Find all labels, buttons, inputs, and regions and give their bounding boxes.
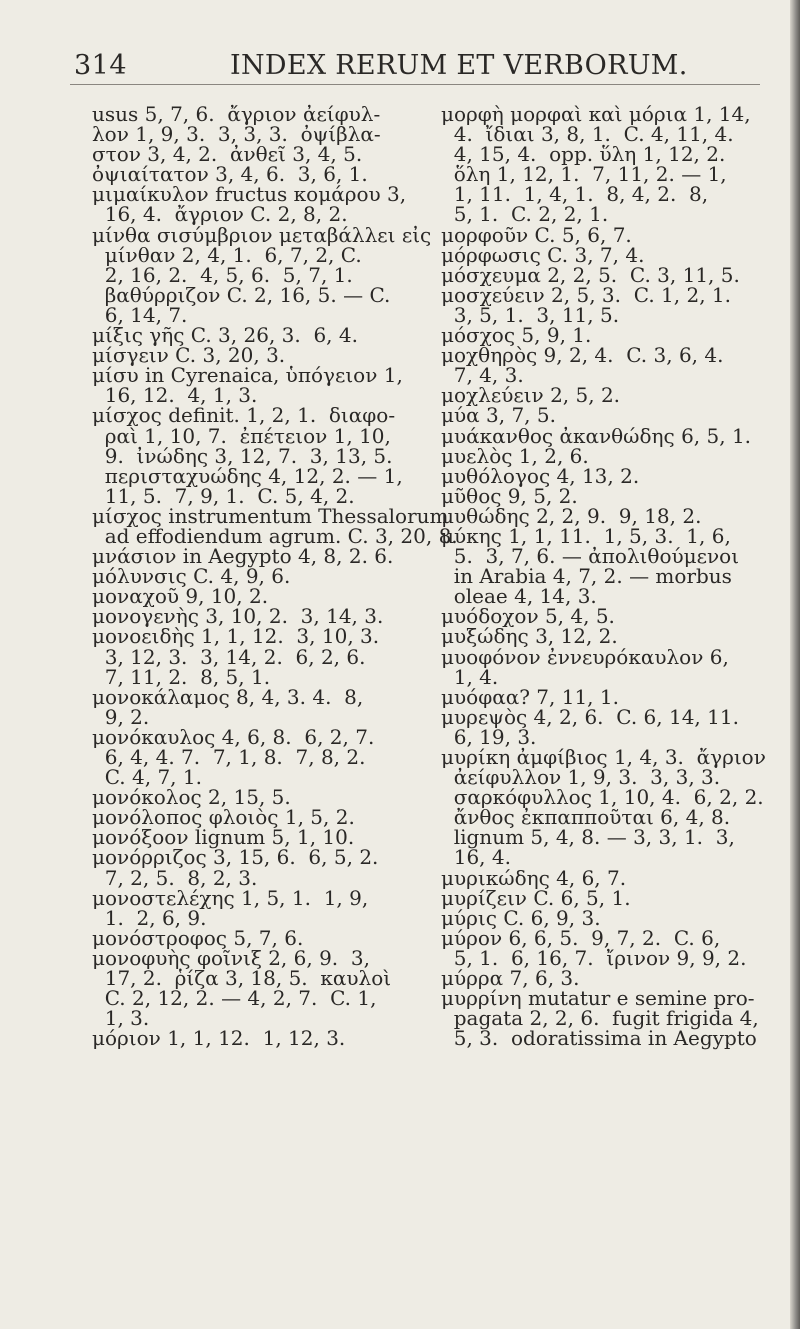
index-entry-line: μνάσιον in Aegypto 4, 8, 2. 6. xyxy=(92,544,394,569)
index-entry-line: 5, 1. C. 2, 2, 1. xyxy=(441,202,609,227)
index-entry-line: λον 1, 9, 3. 3, 3, 3. ὀψίβλα- xyxy=(92,122,381,147)
index-entry-line: in Arabia 4, 7, 2. — morbus xyxy=(441,564,732,589)
index-entry-line: 4. ἴδιαι 3, 8, 1. C. 4, 11, 4. xyxy=(441,122,734,147)
index-entry-line: pagata 2, 2, 6. fugit frigida 4, xyxy=(441,1006,759,1031)
index-entry-line: 16, 4. ἄγριον C. 2, 8, 2. xyxy=(92,202,348,227)
index-entry-line: μυξώδης 3, 12, 2. xyxy=(441,624,618,649)
index-entry-line: μυρεψὸς 4, 2, 6. C. 6, 14, 11. xyxy=(441,704,739,729)
index-entry-line: μῦθος 9, 5, 2. xyxy=(441,483,578,508)
index-entry-line: 5. 3, 7, 6. — ἀπολιθούμενοι xyxy=(441,544,740,569)
index-entry-line: 16, 4. xyxy=(441,845,511,870)
index-entry-line: μίσχος definit. 1, 2, 1. διαφο- xyxy=(92,403,396,428)
index-entry-line: 3, 5, 1. 3, 11, 5. xyxy=(441,302,620,327)
index-entry-line: 5, 1. 6, 16, 7. ἴρινον 9, 9, 2. xyxy=(441,945,747,970)
index-entry-line: μοναχοῦ 9, 10, 2. xyxy=(92,584,269,609)
index-entry-line: μύρις C. 6, 9, 3. xyxy=(441,905,601,930)
index-entry-line: ad effodiendum agrum. C. 3, 20, 8. xyxy=(92,523,458,548)
index-entry-line: μυρρίνη mutatur e semine pro- xyxy=(441,986,755,1011)
index-entry-line: μόλυνσις C. 4, 9, 6. xyxy=(92,564,291,589)
index-entry-line: 1, 11. 1, 4, 1. 8, 4, 2. 8, xyxy=(441,182,709,207)
index-entry-line: μονόρριζος 3, 15, 6. 6, 5, 2. xyxy=(92,845,379,870)
index-entry-line: μυοφόνον ἐννευρόκαυλον 6, xyxy=(441,644,729,669)
index-entry-line: ἄνθος ἐκπαπποῦται 6, 4, 8. xyxy=(441,805,731,830)
index-entry-line: 1. 2, 6, 9. xyxy=(92,905,207,930)
index-entry-line: μίνθαν 2, 4, 1. 6, 7, 2, C. xyxy=(92,242,362,267)
index-entry-line: oleae 4, 14, 3. xyxy=(441,584,597,609)
index-entry-line: μόριον 1, 1, 12. 1, 12, 3. xyxy=(92,1026,346,1051)
index-entry-line: μύρον 6, 6, 5. 9, 7, 2. C. 6, xyxy=(441,925,721,950)
index-entry-line: μονοκάλαμος 8, 4, 3. 4. 8, xyxy=(92,684,364,709)
index-entry-line: μόσχος 5, 9, 1. xyxy=(441,323,592,348)
index-entry-line: μίνθα σισύμβριον μεταβάλλει εἰς xyxy=(92,222,432,247)
index-entry-line: μύα 3, 7, 5. xyxy=(441,403,556,428)
index-entry-line: στον 3, 4, 2. ἀνθεῖ 3, 4, 5. xyxy=(92,142,363,167)
index-entry-line: μυόφαα? 7, 11, 1. xyxy=(441,684,619,709)
page-number: 314 xyxy=(74,50,128,81)
index-entry-line: μίσγειν C. 3, 20, 3. xyxy=(92,343,286,368)
index-entry-line: μονοειδὴς 1, 1, 12. 3, 10, 3. xyxy=(92,624,380,649)
index-entry-line: 6, 14, 7. xyxy=(92,302,188,327)
index-entry-line: μοχθηρὸς 9, 2, 4. C. 3, 6, 4. xyxy=(441,343,724,368)
index-entry-line: μονοστελέχης 1, 5, 1. 1, 9, xyxy=(92,885,369,910)
index-entry-line: μυάκανθος ἀκανθώδης 6, 5, 1. xyxy=(441,423,752,448)
index-entry-line: μονόξοον lignum 5, 1, 10. xyxy=(92,825,355,850)
index-entry-line: 3, 12, 3. 3, 14, 2. 6, 2, 6. xyxy=(92,644,366,669)
page-edge-shadow xyxy=(790,0,800,1329)
index-column-right xyxy=(441,102,766,1051)
index-entry-line: βαθύρριζον C. 2, 16, 5. — C. xyxy=(92,282,391,307)
index-entry-line: μυόδοχον 5, 4, 5. xyxy=(441,604,615,629)
index-entry-line: 11, 5. 7, 9, 1. C. 5, 4, 2. xyxy=(92,483,355,508)
index-entry-line: 6, 4, 4. 7. 7, 1, 8. 7, 8, 2. xyxy=(92,745,366,769)
index-entry-line: μύρρα 7, 6, 3. xyxy=(441,966,580,991)
index-entry-line: 1, 3. xyxy=(92,1006,150,1031)
index-entry-line: μονόκολος 2, 15, 5. xyxy=(92,785,291,810)
index-entry-line: περισταχυώδης 4, 12, 2. — 1, xyxy=(92,463,403,488)
index-entry-line: ραὶ 1, 10, 7. ἐπέτειον 1, 10, xyxy=(92,423,391,448)
index-entry-line: 9, 2. xyxy=(92,704,150,729)
index-entry-line: ὀψιαίτατον 3, 4, 6. 3, 6, 1. xyxy=(92,162,368,187)
index-entry-line: σαρκόφυλλος 1, 10, 4. 6, 2, 2. xyxy=(441,785,764,810)
index-entry-line: μοχλεύειν 2, 5, 2. xyxy=(441,383,621,408)
index-entry-line: 9. ἰνώδης 3, 12, 7. 3, 13, 5. xyxy=(92,443,393,468)
index-entry-line: μίξις γῆς C. 3, 26, 3. 6, 4. xyxy=(92,323,358,348)
index-entry-line: μορφοῦν C. 5, 6, 7. xyxy=(441,222,632,247)
index-entry-line: μόρφωσις C. 3, 7, 4. xyxy=(441,242,645,267)
index-entry-line: 2, 16, 2. 4, 5, 6. 5, 7, 1. xyxy=(92,262,353,287)
index-entry-line: μίσχος instrumentum Thessalorum xyxy=(92,503,449,528)
index-entry-line: lignum 5, 4, 8. — 3, 3, 1. 3, xyxy=(441,825,735,850)
index-entry-line: μυρικώδης 4, 6, 7. xyxy=(441,865,627,890)
index-entry-line: μονόλοπος φλοιὸς 1, 5, 2. xyxy=(92,805,355,830)
index-entry-line: 1, 4. xyxy=(441,664,499,689)
index-entry-line: C. 4, 7, 1. xyxy=(92,765,202,790)
index-entry-line: 5, 3. odoratissima in Aegypto xyxy=(441,1026,757,1051)
page-header xyxy=(70,38,760,88)
index-entry-line: 7, 4, 3. xyxy=(441,363,524,388)
index-entry-line: usus 5, 7, 6. ἄγριον ἀείφυλ- xyxy=(92,102,381,126)
index-entry-line: μυθώδης 2, 2, 9. 9, 18, 2. xyxy=(441,503,702,528)
header-rule xyxy=(70,84,760,85)
running-title: INDEX RERUM ET VERBORUM. xyxy=(230,50,688,81)
index-entry-line: μίσυ in Cyrenaica, ὑπόγειον 1, xyxy=(92,363,403,388)
index-entry-line: μυθόλογος 4, 13, 2. xyxy=(441,463,640,488)
index-entry-line: μονόστροφος 5, 7, 6. xyxy=(92,925,304,950)
index-entry-line: μιμαίκυλον fructus κομάρου 3, xyxy=(92,182,407,207)
index-column-left xyxy=(92,102,458,1051)
index-entry-line: μόσχευμα 2, 2, 5. C. 3, 11, 5. xyxy=(441,262,740,287)
index-entry-line: μοσχεύειν 2, 5, 3. C. 1, 2, 1. xyxy=(441,282,731,307)
index-entry-line: 4, 15, 4. opp. ὕλη 1, 12, 2. xyxy=(441,142,726,167)
index-entry-line: μονοφυὴς φοῖνιξ 2, 6, 9. 3, xyxy=(92,945,370,970)
index-entry-line: μορφὴ μορφαὶ καὶ μόρια 1, 14, xyxy=(441,102,751,126)
index-entry-line: μυρίκη ἀμφίβιος 1, 4, 3. ἄγριον xyxy=(441,745,766,769)
index-entry-line: C. 2, 12, 2. — 4, 2, 7. C. 1, xyxy=(92,986,377,1011)
index-entry-line: μονογενὴς 3, 10, 2. 3, 14, 3. xyxy=(92,604,384,629)
index-entry-line: 17, 2. ῥίζα 3, 18, 5. καυλοὶ xyxy=(92,966,392,991)
index-entry-line: 16, 12. 4, 1, 3. xyxy=(92,383,258,408)
index-entry-line: μονόκαυλος 4, 6, 8. 6, 2, 7. xyxy=(92,724,375,749)
index-entry-line: 7, 11, 2. 8, 5, 1. xyxy=(92,664,271,689)
index-entry-line: ἀείφυλλον 1, 9, 3. 3, 3, 3. xyxy=(441,765,721,790)
index-entry-line: μυρίζειν C. 6, 5, 1. xyxy=(441,885,631,910)
index-entry-line: μύκης 1, 1, 11. 1, 5, 3. 1, 6, xyxy=(441,523,731,548)
index-entry-line: 7, 2, 5. 8, 2, 3. xyxy=(92,865,258,890)
index-entry-line: ὅλη 1, 12, 1. 7, 11, 2. — 1, xyxy=(441,162,727,187)
index-entry-line: μυελὸς 1, 2, 6. xyxy=(441,443,589,468)
index-entry-line: 6, 19, 3. xyxy=(441,724,537,749)
